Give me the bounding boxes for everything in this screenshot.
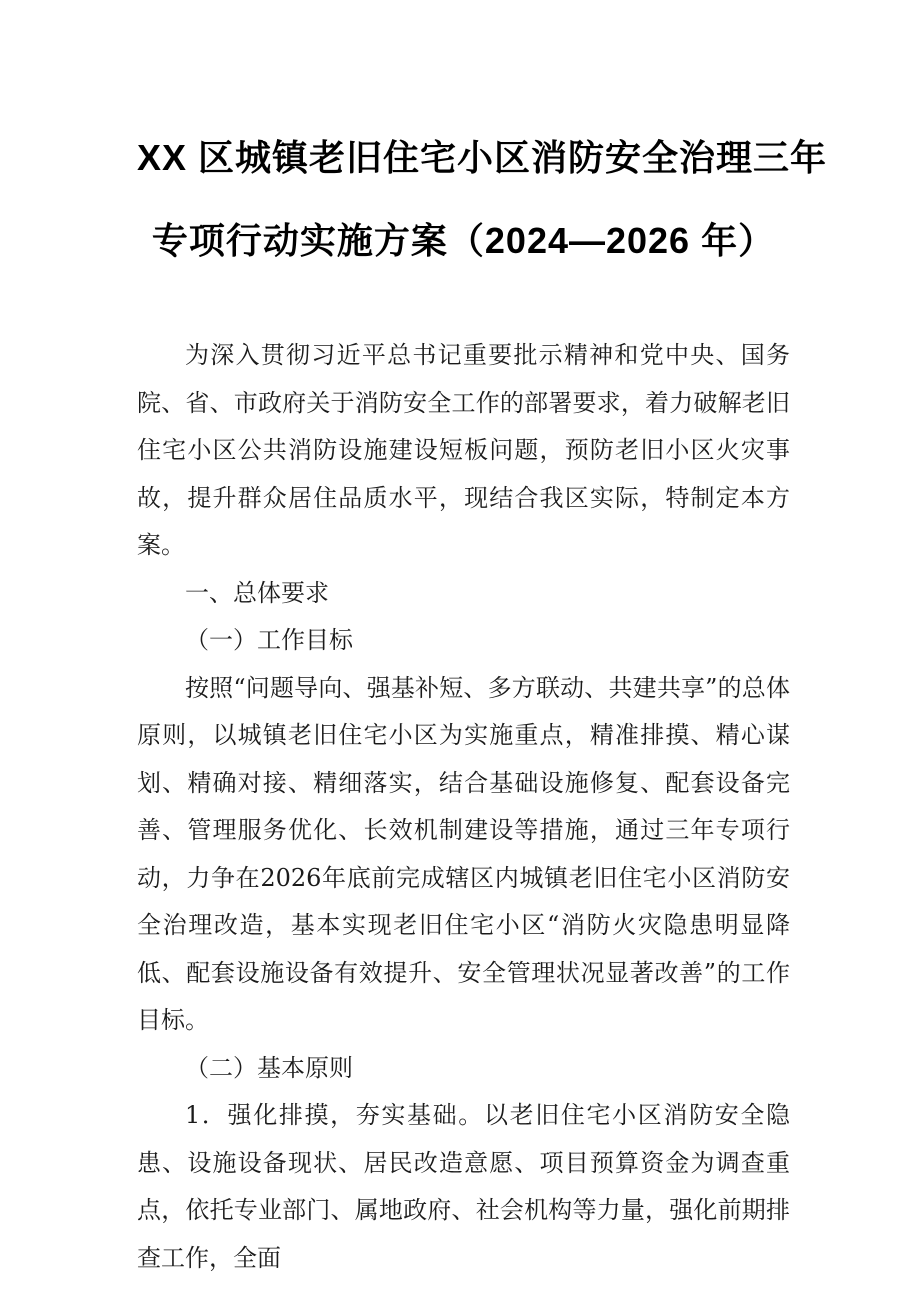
title-line-2: 专项行动实施方案（2024—2026 年） (151, 220, 776, 261)
principles-paragraph: 1．强化排摸，夯实基础。以老旧住宅小区消防安全隐患、设施设备现状、居民改造意愿、项目预算资金为调查重点，依托专业部门、属地政府、社会机构等力量，强化前期排查工作，全面 (137, 1101, 790, 1272)
title-line-1: XX 区城镇老旧住宅小区消防安全治理三年 (137, 137, 828, 178)
subsection-heading-2: （二）基本原则 (185, 1053, 353, 1082)
section-heading-1: 一、总体要求 (185, 578, 329, 607)
goals-paragraph: 按照“问题导向、强基补短、多方联动、共建共享”的总体原则，以城镇老旧住宅小区为实施重点，精准排摸、精心谋划、精确对接、精细落实，结合基础设施修复、配套设备完善、管理服务优化、长效机制建设等措施，通过三年专项行动，力争在2026年底前完成辖区内城镇老旧住宅小区消防安全治理改造，基本实现老旧住宅小区“消防火灾隐患明显降低、配套设施设备有效提升、安全管理状况显著改善”的工作目标。 (137, 673, 790, 1034)
subsection-heading-1: （一）工作目标 (185, 626, 353, 654)
intro-paragraph: 为深入贯彻习近平总书记重要批示精神和党中央、国务院、省、市政府关于消防安全工作的部署要求，着力破解老旧住宅小区公共消防设施建设短板问题，预防老旧小区火灾事故，提升群众居住品质水平，现结合我区实际，特制定本方案。 (137, 341, 790, 559)
document-title (137, 116, 828, 282)
document-body (137, 332, 790, 1282)
